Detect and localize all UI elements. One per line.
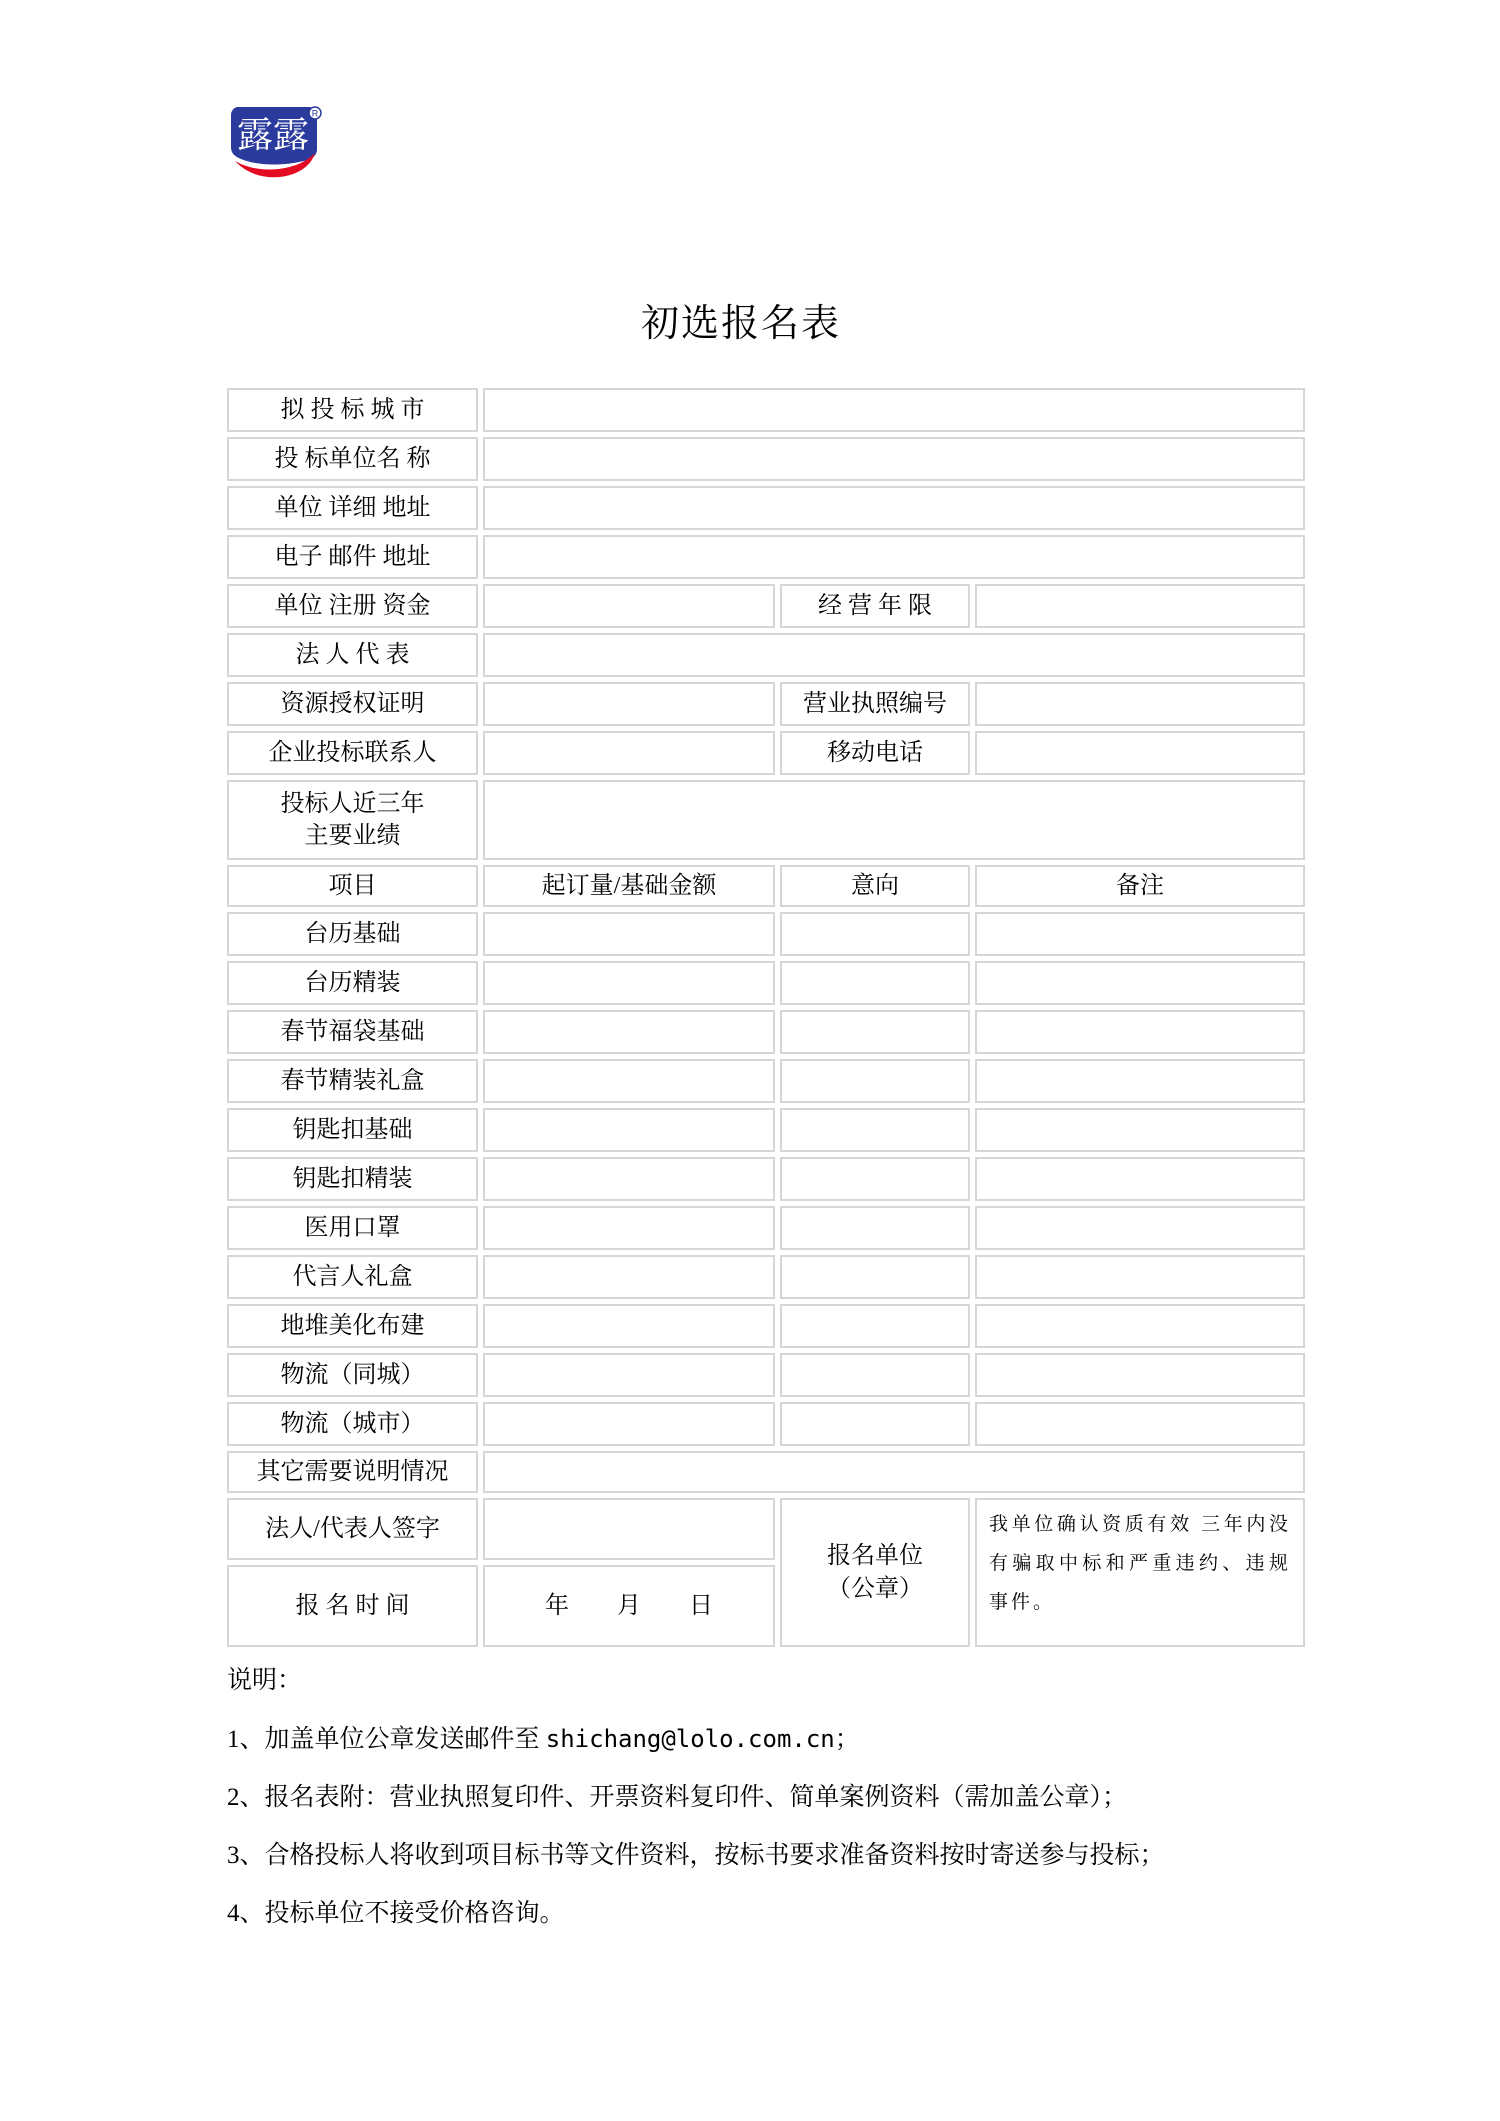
item-intent-10[interactable]: [780, 1402, 970, 1446]
items-header-moq: 起订量/基础金额: [483, 865, 775, 907]
seal-cell: [780, 1498, 970, 1647]
field-value-other-notes[interactable]: [483, 1451, 1305, 1493]
notes-heading: 说明：: [227, 1667, 303, 1694]
item-label-spring-giftbox-deluxe: 春节精装礼盒: [227, 1059, 478, 1103]
item-remark-8[interactable]: [975, 1304, 1305, 1348]
field-value-email[interactable]: [483, 535, 1305, 579]
field-label-business-years: 经 营 年 限: [780, 584, 970, 628]
registered-mark-letter: R: [311, 108, 319, 119]
item-remark-1[interactable]: [975, 961, 1305, 1005]
note-line-1: [227, 1710, 1347, 1769]
field-value-date[interactable]: 年 月 日: [483, 1565, 775, 1647]
field-label-company-name: 投 标单位名 称: [227, 437, 478, 481]
field-label-bid-contact: 企业投标联系人: [227, 731, 478, 775]
field-label-company-address: 单位 详细 地址: [227, 486, 478, 530]
item-moq-7[interactable]: [483, 1255, 775, 1299]
item-remark-9[interactable]: [975, 1353, 1305, 1397]
item-label-spring-bag-basic: 春节福袋基础: [227, 1010, 478, 1054]
item-moq-0[interactable]: [483, 912, 775, 956]
item-remark-5[interactable]: [975, 1157, 1305, 1201]
item-label-desk-calendar-deluxe: 台历精装: [227, 961, 478, 1005]
item-label-logistics-local: 物流（同城）: [227, 1353, 478, 1397]
field-value-bid-city[interactable]: [483, 388, 1305, 432]
item-moq-10[interactable]: [483, 1402, 775, 1446]
brand-logo: [227, 104, 323, 180]
item-label-logistics-intercity: 物流（城市）: [227, 1402, 478, 1446]
note-line-3: 3、合格投标人将收到项目标书等文件资料，按标书要求准备资料按时寄送参与投标；: [227, 1842, 1165, 1869]
performance-label-line1: 投标人近三年: [280, 790, 425, 817]
performance-label-line2: 主要业绩: [304, 823, 401, 849]
registration-form-table: [227, 388, 1305, 1647]
item-remark-0[interactable]: [975, 912, 1305, 956]
page-title: 初选报名表: [640, 303, 841, 345]
item-label-desk-calendar-basic: 台历基础: [227, 912, 478, 956]
item-moq-3[interactable]: [483, 1059, 775, 1103]
seal-label-line2: （公章）: [827, 1575, 923, 1602]
item-label-keychain-basic: 钥匙扣基础: [227, 1108, 478, 1152]
item-remark-3[interactable]: [975, 1059, 1305, 1103]
note-line-1-prefix: 1、加盖单位公章发送邮件至: [227, 1726, 546, 1753]
footer-notes: [227, 1652, 1347, 1943]
field-label-other-notes: 其它需要说明情况: [227, 1451, 478, 1493]
item-label-medical-mask: 医用口罩: [227, 1206, 478, 1250]
item-moq-6[interactable]: [483, 1206, 775, 1250]
field-value-recent-performance[interactable]: [483, 780, 1305, 860]
item-label-keychain-deluxe: 钥匙扣精装: [227, 1157, 478, 1201]
field-value-business-years[interactable]: [975, 584, 1305, 628]
item-moq-2[interactable]: [483, 1010, 775, 1054]
declaration-cell: 我单位确认资质有效 三年内没有骗取中标和严重违约、违规事件。: [975, 1498, 1305, 1647]
items-header-intent: 意向: [780, 865, 970, 907]
field-value-bid-contact[interactable]: [483, 731, 775, 775]
field-label-email: 电子 邮件 地址: [227, 535, 478, 579]
field-value-company-address[interactable]: [483, 486, 1305, 530]
field-label-mobile: 移动电话: [780, 731, 970, 775]
lolo-logo-icon: [227, 104, 323, 180]
item-moq-5[interactable]: [483, 1157, 775, 1201]
field-value-mobile[interactable]: [975, 731, 1305, 775]
field-label-bid-city: 拟 投 标 城 市: [227, 388, 478, 432]
item-intent-3[interactable]: [780, 1059, 970, 1103]
field-value-registered-capital[interactable]: [483, 584, 775, 628]
item-remark-10[interactable]: [975, 1402, 1305, 1446]
note-email: shichang@lolo.com.cn: [545, 1725, 835, 1753]
item-remark-2[interactable]: [975, 1010, 1305, 1054]
item-intent-8[interactable]: [780, 1304, 970, 1348]
field-value-resource-authorization[interactable]: [483, 682, 775, 726]
item-intent-0[interactable]: [780, 912, 970, 956]
note-line-4: 4、投标单位不接受价格咨询。: [227, 1900, 565, 1927]
field-label-resource-authorization: 资源授权证明: [227, 682, 478, 726]
field-value-license-number[interactable]: [975, 682, 1305, 726]
item-moq-4[interactable]: [483, 1108, 775, 1152]
item-moq-1[interactable]: [483, 961, 775, 1005]
field-value-legal-representative[interactable]: [483, 633, 1305, 677]
field-label-registered-capital: 单位 注册 资金: [227, 584, 478, 628]
logo-brand-text: 露露: [236, 115, 310, 155]
item-remark-7[interactable]: [975, 1255, 1305, 1299]
item-moq-9[interactable]: [483, 1353, 775, 1397]
note-line-1-suffix: ；: [834, 1726, 860, 1753]
field-value-company-name[interactable]: [483, 437, 1305, 481]
field-label-date: 报 名 时 间: [227, 1565, 478, 1647]
item-remark-4[interactable]: [975, 1108, 1305, 1152]
field-label-signature: 法人/代表人签字: [227, 1498, 478, 1560]
item-moq-8[interactable]: [483, 1304, 775, 1348]
item-intent-2[interactable]: [780, 1010, 970, 1054]
item-remark-6[interactable]: [975, 1206, 1305, 1250]
items-header-remark: 备注: [975, 865, 1305, 907]
field-label-legal-representative: 法 人 代 表: [227, 633, 478, 677]
items-header-project: 项目: [227, 865, 478, 907]
field-label-recent-performance: [227, 780, 478, 860]
item-intent-5[interactable]: [780, 1157, 970, 1201]
seal-label-line1: 报名单位: [827, 1543, 923, 1570]
item-label-spokesperson-giftbox: 代言人礼盒: [227, 1255, 478, 1299]
item-intent-6[interactable]: [780, 1206, 970, 1250]
item-intent-7[interactable]: [780, 1255, 970, 1299]
item-intent-9[interactable]: [780, 1353, 970, 1397]
item-intent-1[interactable]: [780, 961, 970, 1005]
note-line-2: 2、报名表附：营业执照复印件、开票资料复印件、简单案例资料（需加盖公章）；: [227, 1784, 1128, 1811]
field-value-signature[interactable]: [483, 1498, 775, 1560]
item-label-display-decoration: 地堆美化布建: [227, 1304, 478, 1348]
field-label-license-number: 营业执照编号: [780, 682, 970, 726]
item-intent-4[interactable]: [780, 1108, 970, 1152]
